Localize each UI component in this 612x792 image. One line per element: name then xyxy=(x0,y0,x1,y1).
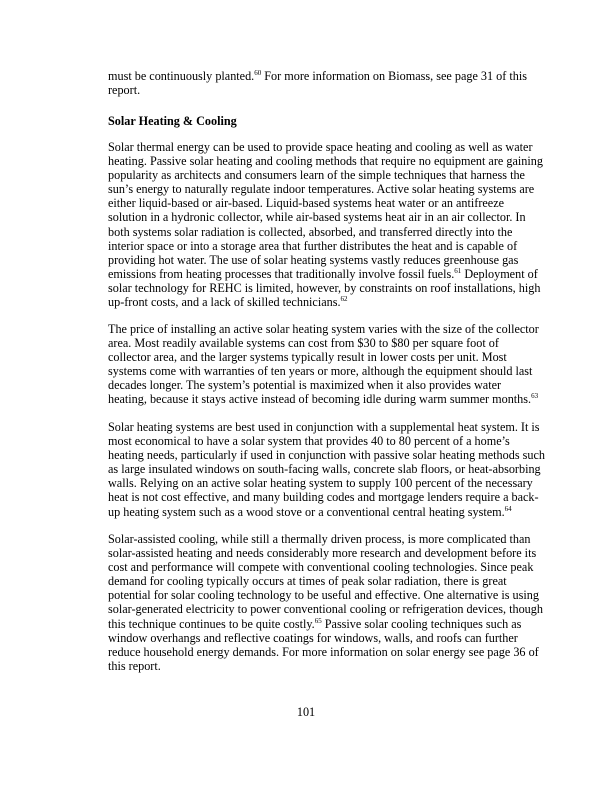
text-run: this technique continues to be quite costly. xyxy=(108,616,315,631)
text-run: sun’s energy to naturally regulate indoor temperatures. Active solar heating systems are xyxy=(108,182,535,197)
text-run: Solar-assisted cooling, while still a thermally driven process, is more complicated than xyxy=(108,532,531,546)
text-run: cost and performance will compete with conventional cooling technologies. Since peak xyxy=(108,560,534,575)
text-line xyxy=(108,267,548,281)
page-number: 101 xyxy=(296,705,316,719)
text-line xyxy=(108,154,548,168)
text-line xyxy=(108,378,548,392)
footnote-ref: 62 xyxy=(340,295,348,304)
text-run: either liquid-based or air-based. Liquid-based systems heat water or an antifreeze xyxy=(108,196,505,211)
text-run: both systems solar radiation is collected, absorbed, and transferred directly into the xyxy=(108,224,513,239)
text-run: up-front costs, and a lack of skilled technicians. xyxy=(108,295,341,310)
text-run: must be continuously planted. xyxy=(108,69,255,83)
text-line xyxy=(108,225,548,239)
text-line xyxy=(108,210,548,224)
text-line xyxy=(108,574,548,588)
text-line xyxy=(108,462,548,476)
intro-paragraph xyxy=(108,69,548,97)
text-run: reduce household energy demands. For more information on solar energy see page 36 of xyxy=(108,644,539,659)
text-line xyxy=(108,182,548,196)
text-line xyxy=(108,364,548,378)
text-run: Passive solar cooling techniques such as xyxy=(321,616,522,631)
text-line xyxy=(108,392,548,406)
text-run: For more information on Biomass, see page 31 of this xyxy=(261,69,527,83)
footnote-ref: 65 xyxy=(314,616,322,625)
text-run: heat is not cost effective, and many building codes and mortgage lenders require a back- xyxy=(108,490,539,505)
footnote-ref: 61 xyxy=(454,266,462,275)
text-line xyxy=(108,196,548,210)
text-run: heating. Passive solar heating and cooling methods that require no equipment are gaining xyxy=(108,154,543,169)
text-line xyxy=(108,420,548,434)
text-run: Solar thermal energy can be used to provide space heating and cooling as well as water xyxy=(108,140,533,154)
footnote-ref: 64 xyxy=(504,504,512,513)
text-run: interior space or into a storage area that further distributes the heat and is capable of xyxy=(108,238,518,253)
text-line xyxy=(108,645,548,659)
text-run: solar-generated electricity to power conventional cooling or refrigeration devices, though xyxy=(108,602,543,617)
text-run: decades longer. The system’s potential is maximized when it also provides water xyxy=(108,378,502,393)
paragraph-supplemental xyxy=(108,420,548,519)
text-run: up heating system such as a wood stove or a conventional central heating system. xyxy=(108,504,505,519)
text-run: emissions from heating processes that traditionally involve fossil fuels. xyxy=(108,266,455,281)
text-line xyxy=(108,350,548,364)
text-run: systems come with warranties of ten years or more, although the equipment should last xyxy=(108,364,533,379)
footnote-ref: 60 xyxy=(254,69,262,77)
text-line xyxy=(108,560,548,574)
text-line xyxy=(108,69,548,83)
text-run: popularity as architects and consumers learn of the simple techniques that harness the xyxy=(108,168,525,183)
text-run: heating needs, particularly if used in conjunction with passive solar heating methods such xyxy=(108,448,545,463)
text-line xyxy=(108,140,548,154)
text-run: most economical to have a solar system that provides 40 to 80 percent of a home’s xyxy=(108,434,510,449)
text-run: Deployment of xyxy=(461,266,538,281)
paragraph-price xyxy=(108,322,548,407)
text-run: potential for solar cooling technology to be useful and effective. One alternative is using xyxy=(108,588,539,603)
text-run: The price of installing an active solar heating system varies with the size of the collector xyxy=(108,322,539,336)
text-line xyxy=(108,253,548,267)
text-line xyxy=(108,322,548,336)
text-run: solution in a hydronic collector, while air-based systems heat air in an air collector. In xyxy=(108,210,526,225)
text-run: demand for cooling typically occurs at times of peak solar radiation, there is great xyxy=(108,574,507,589)
text-run: report. xyxy=(108,83,141,98)
text-line xyxy=(108,168,548,182)
text-line xyxy=(108,546,548,560)
text-line xyxy=(108,617,548,631)
paragraph-cooling xyxy=(108,532,548,673)
text-run: solar technology for REHC is limited, however, by constraints on roof installations, high xyxy=(108,280,541,295)
text-line xyxy=(108,532,548,546)
text-line xyxy=(108,281,548,295)
section-heading: Solar Heating & Cooling xyxy=(108,114,237,128)
text-run: area. Most readily available systems can cost from $30 to $80 per square foot of xyxy=(108,336,499,351)
text-line xyxy=(108,505,548,519)
text-run: collector area, and the larger systems typically result in lower costs per unit. Most xyxy=(108,350,507,365)
text-run: providing hot water. The use of solar heating systems vastly reduces greenhouse gas xyxy=(108,252,519,267)
text-line xyxy=(108,588,548,602)
text-line xyxy=(108,239,548,253)
text-line xyxy=(108,631,548,645)
text-line xyxy=(108,336,548,350)
text-line xyxy=(108,602,548,616)
text-line xyxy=(108,490,548,504)
text-line xyxy=(108,448,548,462)
footnote-ref: 63 xyxy=(531,392,539,401)
text-line xyxy=(108,295,548,309)
text-run: walls. Relying on an active solar heating system to supply 100 percent of the necessary xyxy=(108,476,533,491)
text-line xyxy=(108,659,548,673)
text-run: window overhangs and reflective coatings for windows, walls, and roofs can further xyxy=(108,630,518,645)
text-run: this report. xyxy=(108,658,161,673)
text-line xyxy=(108,476,548,490)
text-line xyxy=(108,434,548,448)
text-line xyxy=(108,83,548,97)
text-run: solar-assisted heating and needs considerably more research and development before its xyxy=(108,546,537,561)
paragraph-solar-thermal xyxy=(108,140,548,309)
text-run: heating, because it stays active instead of becoming idle during warm summer months. xyxy=(108,392,532,407)
text-run: as large insulated windows on south-facing walls, concrete slab floors, or heat-absorbing xyxy=(108,462,541,477)
text-run: Solar heating systems are best used in conjunction with a supplemental heat system. It is xyxy=(108,420,540,434)
